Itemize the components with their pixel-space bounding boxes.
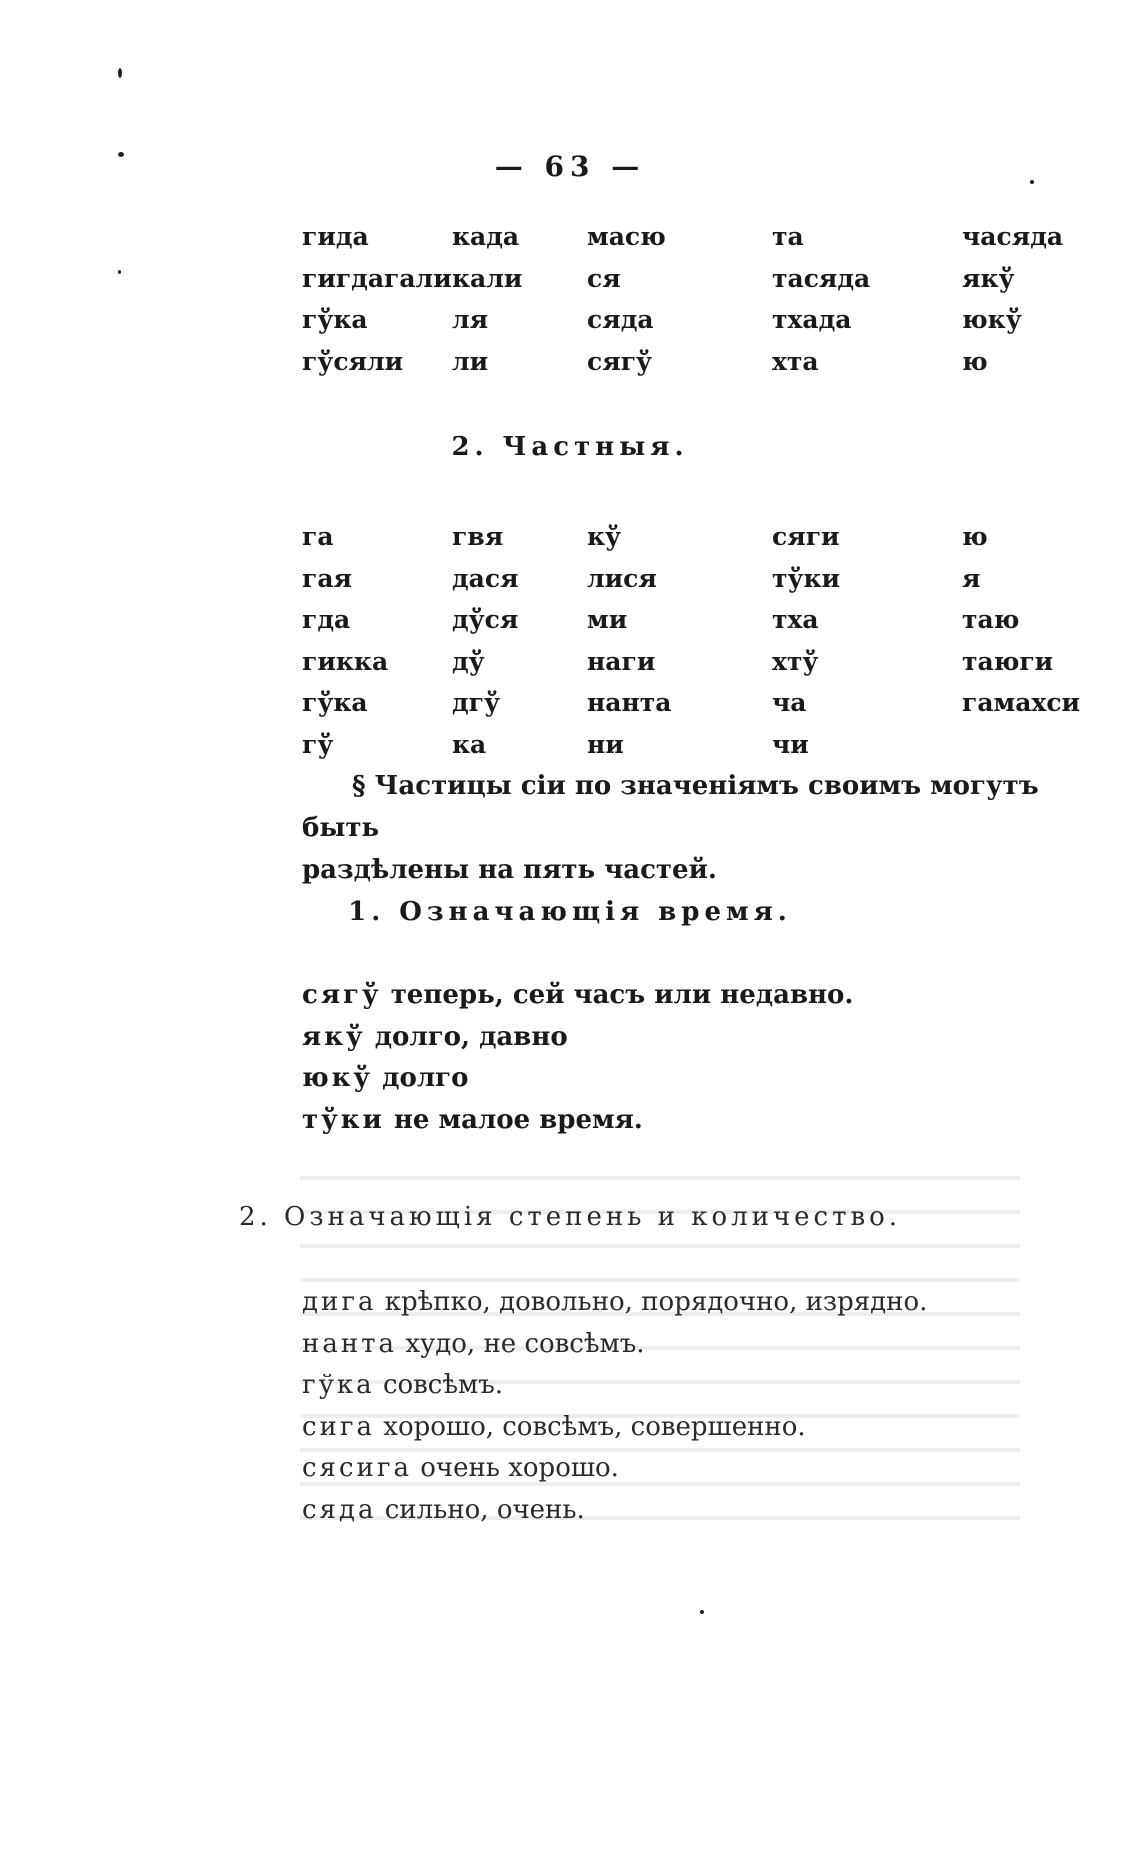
table-row bbox=[302, 688, 1102, 730]
definition-entry bbox=[302, 1282, 1092, 1324]
table-cell: сяда bbox=[587, 305, 654, 334]
table-cell: дася bbox=[452, 563, 519, 593]
table-cell: гигдагали bbox=[302, 263, 452, 293]
paragraph-line-2: раздѣлены на пять частей. bbox=[302, 855, 717, 885]
table-cell: сягў bbox=[587, 346, 653, 376]
entry-term: сига bbox=[302, 1411, 376, 1442]
definition-entry bbox=[302, 1100, 1092, 1142]
table-cell: дў bbox=[452, 646, 485, 676]
definition-list-time bbox=[302, 975, 1092, 1141]
table-cell: гая bbox=[302, 563, 352, 593]
table-cell: ся bbox=[587, 263, 621, 293]
entry-term: сягў bbox=[302, 980, 382, 1010]
table-cell: таюги bbox=[962, 646, 1054, 676]
table-cell: нанта bbox=[587, 688, 672, 717]
table-cell: гикка bbox=[302, 646, 389, 676]
entry-definition: не малое время. bbox=[393, 1104, 643, 1135]
table-cell: гда bbox=[302, 605, 351, 634]
table-cell: наги bbox=[587, 646, 656, 676]
table-row bbox=[302, 564, 1102, 606]
definition-entry bbox=[302, 1448, 1092, 1490]
definition-entry bbox=[302, 975, 1092, 1017]
table-cell: гамахси bbox=[962, 688, 1081, 717]
entry-definition: хорошо, совсѣмъ, совершенно. bbox=[383, 1411, 806, 1442]
table-cell: када bbox=[452, 222, 520, 251]
entry-term: гўка bbox=[302, 1370, 375, 1400]
table-cell: лися bbox=[587, 563, 657, 593]
entry-term: нанта bbox=[302, 1328, 398, 1359]
definition-entry bbox=[302, 1490, 1092, 1532]
table-row bbox=[302, 305, 1102, 347]
table-cell: ча bbox=[772, 688, 807, 717]
table-row bbox=[302, 222, 1102, 264]
scan-speck bbox=[118, 152, 124, 157]
entry-definition: теперь, сей часъ или недавно. bbox=[390, 980, 854, 1010]
entry-term: сяда bbox=[302, 1494, 377, 1525]
entry-definition: долго, давно bbox=[374, 1021, 568, 1052]
table-cell: тха bbox=[772, 605, 819, 634]
word-table-particles bbox=[302, 522, 1102, 771]
table-cell: юкў bbox=[962, 305, 1022, 334]
table-cell: хтў bbox=[772, 646, 819, 676]
table-row bbox=[302, 605, 1102, 647]
definition-list-degree bbox=[302, 1282, 1092, 1531]
entry-term: тўки bbox=[302, 1104, 385, 1135]
table-cell: я bbox=[962, 563, 981, 593]
subsection-heading-degree: 2. Означающія степень и количество. bbox=[238, 1202, 902, 1232]
scan-speck bbox=[700, 1610, 704, 1614]
table-cell: кў bbox=[587, 522, 622, 551]
table-row bbox=[302, 264, 1102, 306]
table-cell: тўки bbox=[772, 563, 841, 593]
table-cell: гўка bbox=[302, 305, 368, 334]
entry-definition: худо, не совсѣмъ. bbox=[405, 1328, 645, 1359]
table-cell: дўся bbox=[452, 605, 519, 634]
table-cell: дгў bbox=[452, 688, 500, 717]
table-cell: ни bbox=[587, 729, 624, 759]
table-cell: сяги bbox=[772, 522, 840, 551]
definition-entry bbox=[302, 1017, 1092, 1059]
table-cell: ля bbox=[452, 305, 489, 334]
table-cell: часяда bbox=[962, 222, 1064, 251]
scan-speck bbox=[118, 68, 122, 78]
entry-definition: совсѣмъ. bbox=[382, 1370, 504, 1400]
scan-speck bbox=[1030, 180, 1034, 184]
table-cell: ка bbox=[452, 729, 487, 759]
entry-term: якў bbox=[302, 1021, 366, 1052]
definition-entry bbox=[302, 1058, 1092, 1100]
table-cell: гида bbox=[302, 222, 369, 251]
paragraph-line-1: § Частицы сіи по значеніямъ своимъ могутъ быть bbox=[302, 771, 1039, 843]
subsection-heading-time: 1. Означающія время. bbox=[348, 897, 792, 927]
word-table-top bbox=[302, 222, 1102, 388]
table-cell: чи bbox=[772, 729, 809, 759]
table-cell: гўсяли bbox=[302, 346, 404, 376]
entry-definition: очень хорошо. bbox=[420, 1453, 619, 1483]
paragraph bbox=[302, 765, 1092, 891]
table-cell: гвя bbox=[452, 522, 504, 551]
table-cell: якў bbox=[962, 263, 1015, 293]
table-cell: тасяда bbox=[772, 263, 871, 293]
entry-term: дига bbox=[302, 1287, 377, 1317]
table-row bbox=[302, 522, 1102, 564]
table-cell: тхада bbox=[772, 305, 852, 334]
table-cell: гўка bbox=[302, 688, 368, 717]
definition-entry bbox=[302, 1365, 1092, 1407]
table-cell: ю bbox=[962, 522, 988, 551]
table-cell: га bbox=[302, 522, 334, 551]
entry-definition: крѣпко, довольно, порядочно, изрядно. bbox=[384, 1287, 928, 1317]
entry-definition: долго bbox=[382, 1063, 469, 1093]
table-cell: ю bbox=[962, 346, 988, 376]
table-cell: ли bbox=[452, 346, 489, 376]
table-cell: кали bbox=[452, 263, 523, 293]
scan-speck bbox=[118, 270, 121, 274]
table-cell: ми bbox=[587, 605, 628, 634]
table-cell: таю bbox=[962, 605, 1020, 634]
definition-entry bbox=[302, 1324, 1092, 1366]
table-cell: хта bbox=[772, 346, 819, 376]
entry-definition: сильно, очень. bbox=[384, 1494, 585, 1525]
definition-entry bbox=[302, 1407, 1092, 1449]
table-cell: масю bbox=[587, 222, 666, 251]
table-row bbox=[302, 347, 1102, 389]
table-cell: та bbox=[772, 222, 804, 251]
entry-term: юкў bbox=[302, 1063, 374, 1093]
entry-term: сясига bbox=[302, 1453, 412, 1483]
table-cell: гў bbox=[302, 729, 334, 759]
table-row bbox=[302, 647, 1102, 689]
section-heading-particles: 2. Частныя. bbox=[451, 432, 689, 462]
page-number: — 63 — bbox=[494, 150, 646, 183]
